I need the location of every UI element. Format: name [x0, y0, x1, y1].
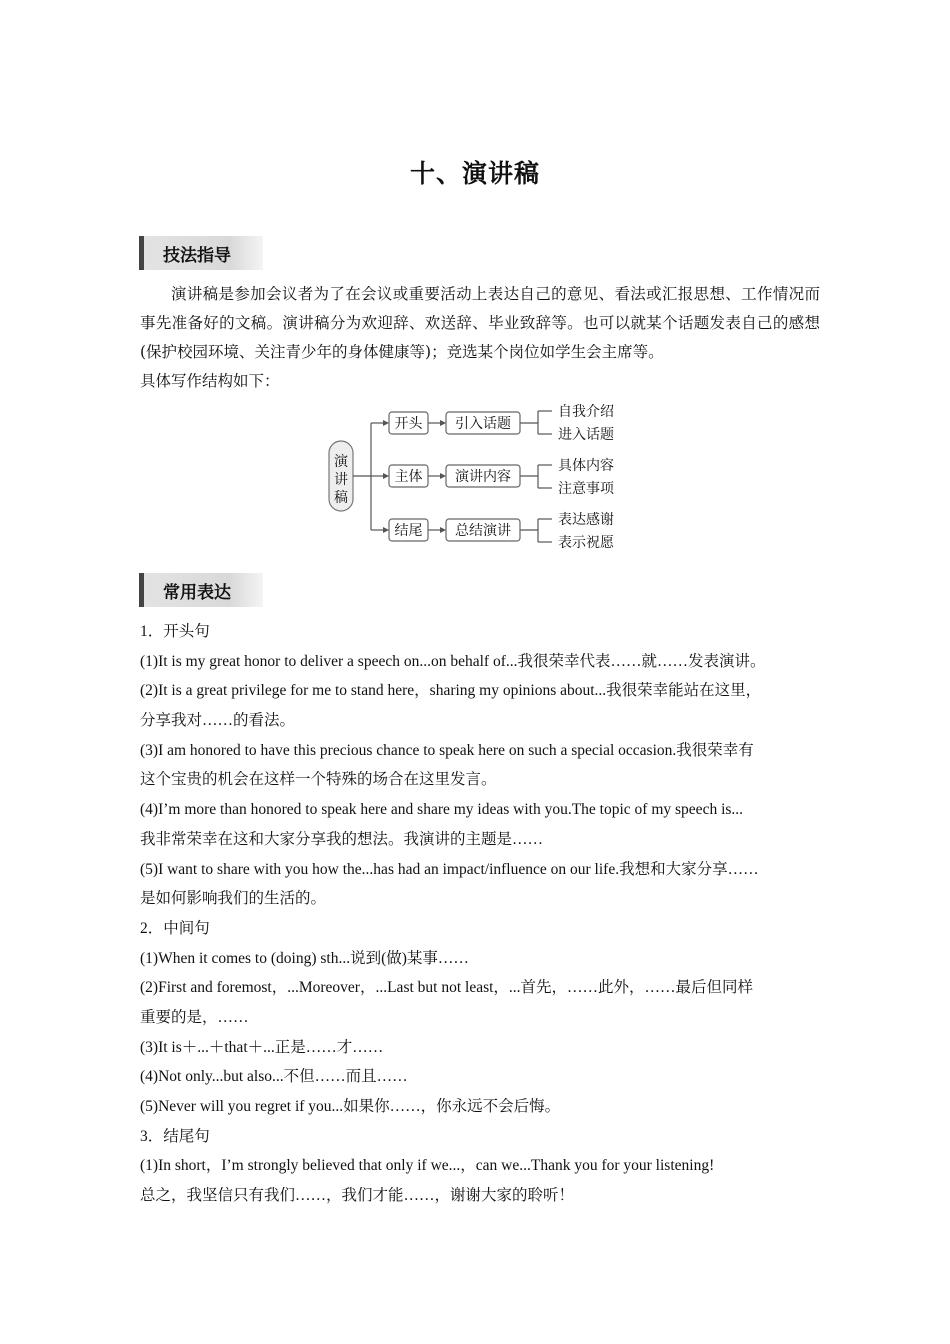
expression-line: (2)It is a great privilege for me to stand here，sharing my opinions about...我很荣幸能站在这里， [140, 682, 762, 700]
heading-middle: 2．中间句 [140, 919, 210, 937]
diagram-step-label: 总结演讲 [455, 523, 511, 539]
heading-opening: 1．开头句 [140, 623, 210, 640]
diagram-step-label: 引入话题 [455, 416, 511, 432]
expression-line: (1)In short，I’m strongly believed that only if we...，can we...Thank you for your listening! [140, 1157, 715, 1175]
expression-line: 我非常荣幸在这和大家分享我的想法。我演讲的主题是…… [140, 830, 544, 848]
diagram-leaf-label: 注意事项 [558, 481, 614, 497]
expression-line: (3)I am honored to have this precious chance to speak here on such a special occasion.我很荣幸有 [140, 741, 754, 759]
diagram-step-label: 演讲内容 [455, 469, 511, 485]
expression-line: 重要的是，…… [140, 1008, 249, 1026]
page-title: 十、演讲稿 [409, 159, 540, 188]
expression-line: (5)I want to share with you how the...has had an impact/influence on our life.我想和大家分享…… [140, 860, 759, 878]
expressions-list [140, 617, 830, 1211]
diagram-root-char: 演 [334, 454, 348, 470]
diagram-root-char: 讲 [334, 472, 348, 488]
heading-closing: 3．结尾句 [140, 1127, 210, 1145]
diagram-leaf-label: 表达感谢 [558, 512, 614, 528]
diagram-root-char: 稿 [334, 490, 348, 506]
expression-line: (5)Never will you regret if you...如果你……，你永远不会后悔。 [140, 1098, 561, 1115]
diagram-part-label: 结尾 [394, 523, 423, 539]
expression-line: (1)When it comes to (doing) sth...说到(做)某事…… [140, 949, 469, 967]
section-tag-expressions [139, 573, 263, 607]
intro-text: 演讲稿是参加会议者为了在会议或重要活动上表达自己的意见、看法或汇报思想、工作情况而事先准备好的文稿。演讲稿分为欢迎辞、欢送辞、毕业致辞等。也可以就某个话题发表自己的感想(保护校园环境、关注青少年的身体健康等)；竞选某个岗位如学生会主席等。 [140, 285, 820, 361]
diagram-part-label: 开头 [394, 416, 423, 432]
intro-paragraph [140, 280, 820, 396]
expression-line: 总之，我坚信只有我们……，我们才能……，谢谢大家的聆听！ [140, 1187, 575, 1205]
intro-structure-line: 具体写作结构如下： [140, 372, 280, 390]
section-tag-guide [139, 236, 263, 270]
diagram-leaf-label: 进入话题 [558, 427, 614, 443]
structure-diagram [320, 396, 640, 558]
section-tag-label: 技法指导 [163, 246, 231, 266]
expression-line: (3)It is＋...＋that＋...正是……才…… [140, 1038, 384, 1056]
expression-line: 分享我对……的看法。 [140, 712, 296, 730]
expression-line: (2)First and foremost，...Moreover，...Last but not least，...首先，……此外，……最后但同样 [140, 979, 754, 997]
expression-line: (4)Not only...but also...不但……而且…… [140, 1068, 408, 1086]
diagram-leaf-label: 表示祝愿 [558, 535, 614, 551]
diagram-part-label: 主体 [394, 469, 423, 485]
expression-line: 是如何影响我们的生活的。 [140, 890, 327, 908]
diagram-leaf-label: 具体内容 [558, 458, 614, 474]
section-tag-label: 常用表达 [163, 583, 231, 603]
expression-line: (1)It is my great honor to deliver a speech on...on behalf of...我很荣幸代表……就……发表演讲。 [140, 652, 766, 670]
expression-line: 这个宝贵的机会在这样一个特殊的场合在这里发言。 [140, 771, 497, 789]
expression-line: (4)I’m more than honored to speak here and share my ideas with you.The topic of my speech is... [140, 801, 744, 819]
diagram-leaf-label: 自我介绍 [558, 404, 614, 420]
